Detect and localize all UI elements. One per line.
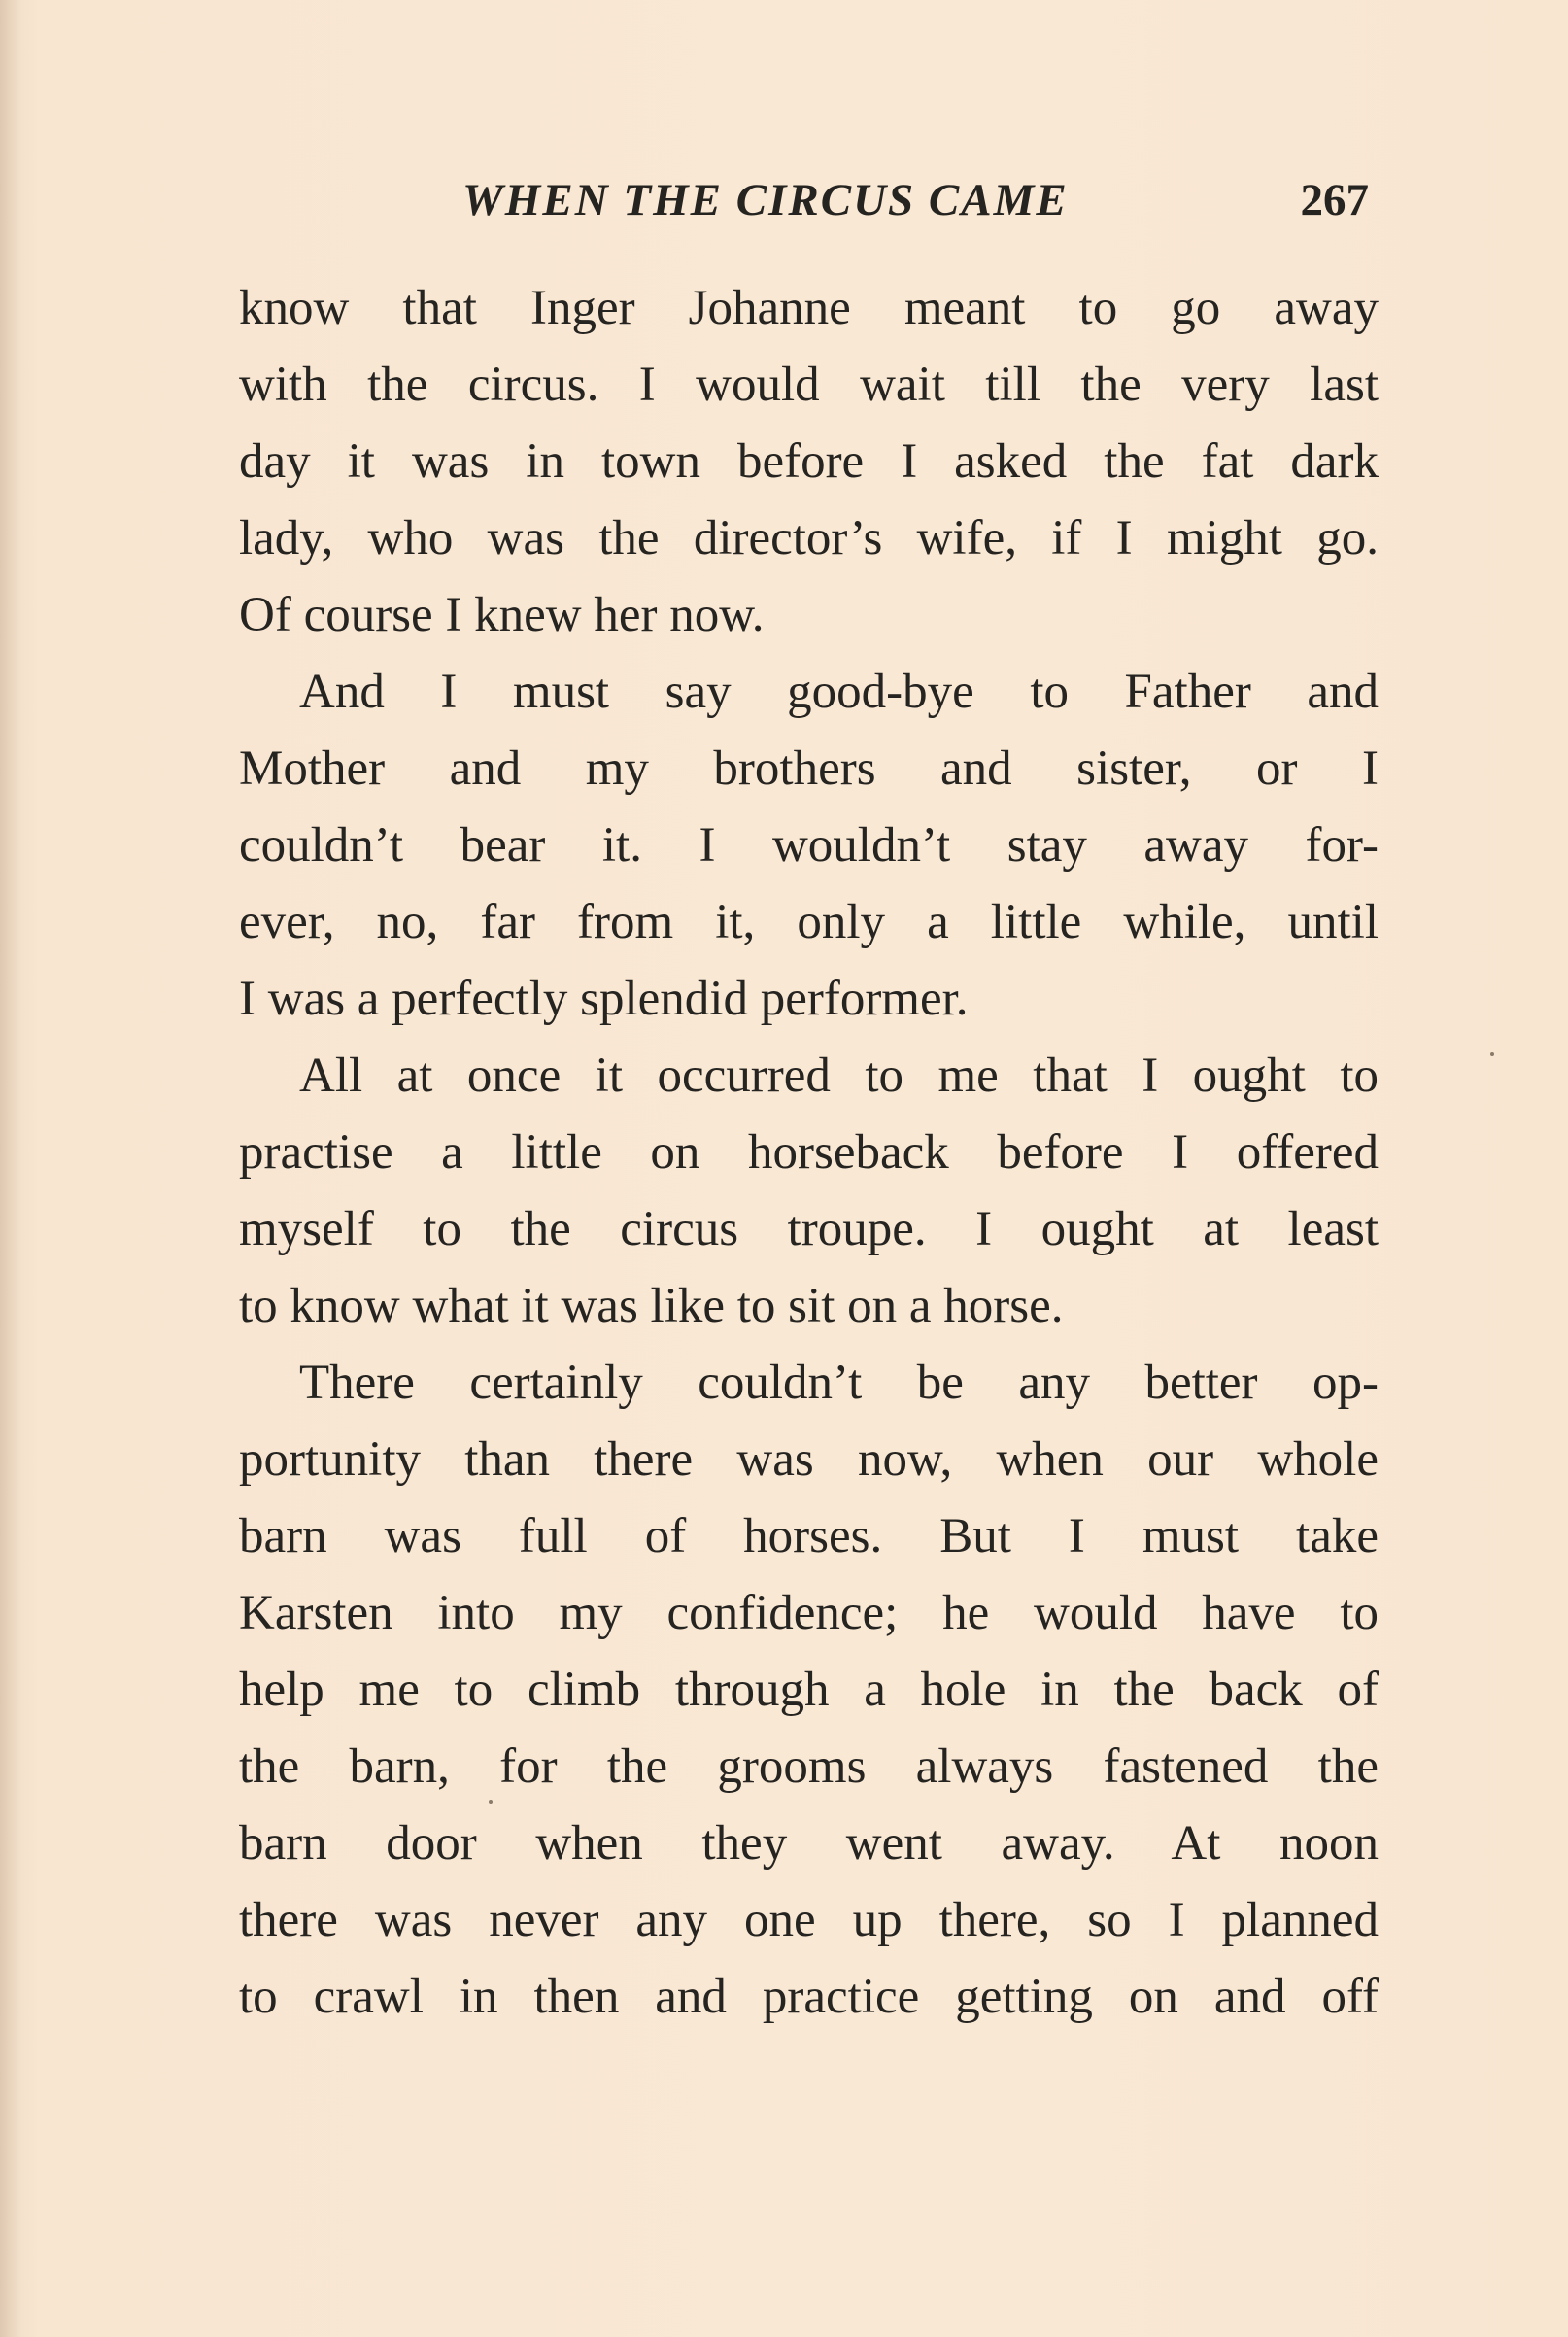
text-line: I was a perfectly splendid performer.: [239, 972, 969, 1026]
paper-speck: [489, 1800, 493, 1804]
text-line: And I must say good-bye to Father and: [299, 665, 1379, 719]
page-header: [239, 171, 1379, 229]
text-line: day it was in town before I asked the fat dark: [239, 434, 1379, 489]
page-body: [239, 270, 1379, 2036]
text-line: there was never any one up there, so I planned: [239, 1893, 1379, 1947]
text-line: practise a little on horseback before I offered: [239, 1125, 1379, 1180]
text-line: to know what it was like to sit on a horse.: [239, 1279, 1064, 1333]
text-line: Of course I knew her now.: [239, 588, 765, 642]
text-line: know that Inger Johanne meant to go away: [239, 281, 1379, 335]
text-line: help me to climb through a hole in the back of: [239, 1663, 1379, 1717]
text-line: to crawl in then and practice getting on and off: [239, 1970, 1379, 2024]
text-line: myself to the circus troupe. I ought at least: [239, 1202, 1379, 1256]
paper-speck: [1490, 1052, 1494, 1056]
text-line: Mother and my brothers and sister, or I: [239, 741, 1379, 796]
running-title: WHEN THE CIRCUS CAME: [462, 175, 1069, 225]
text-line: barn was full of horses. But I must take: [239, 1509, 1379, 1564]
text-line: barn door when they went away. At noon: [239, 1816, 1379, 1871]
text-line: ever, no, far from it, only a little while, until: [239, 895, 1379, 949]
text-line: the barn, for the grooms always fastened the: [239, 1739, 1379, 1794]
text-line: couldn’t bear it. I wouldn’t stay away for-: [239, 818, 1379, 873]
text-line: All at once it occurred to me that I ought to: [299, 1048, 1379, 1103]
text-line: lady, who was the director’s wife, if I might go.: [239, 511, 1379, 566]
text-line: with the circus. I would wait till the very last: [239, 358, 1379, 412]
text-line: Karsten into my confidence; he would have to: [239, 1586, 1379, 1640]
page-number: 267: [1300, 175, 1369, 225]
page-gutter-shadow: [0, 0, 21, 2337]
text-line: portunity than there was now, when our whole: [239, 1432, 1379, 1487]
text-line: There certainly couldn’t be any better op-: [299, 1356, 1379, 1410]
